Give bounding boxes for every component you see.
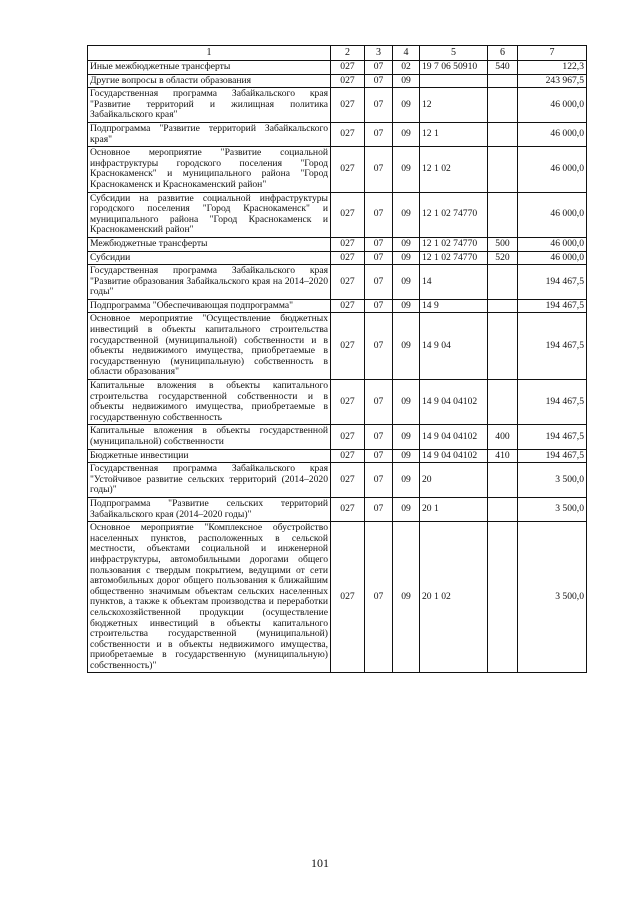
table-row [88, 74, 587, 88]
expense-type-cell: 500 [488, 237, 518, 251]
table-row [88, 299, 587, 313]
table-body [88, 61, 587, 673]
subsection-cell: 09 [393, 522, 420, 673]
amount-cell: 194 467,5 [518, 380, 587, 425]
row-name-cell: Основное мероприятие "Осуществление бюджетных инвестиций в объекты капитального строительства государственной (муниципальной) собственности и в объекты недвижимого имущества, приобретаемые в государственную (муниципальную) собственность в области образования" [88, 313, 331, 380]
amount-cell: 194 467,5 [518, 313, 587, 380]
amount-cell: 3 500,0 [518, 497, 587, 521]
subsection-cell: 09 [393, 74, 420, 88]
expense-type-cell [488, 497, 518, 521]
header-col-5: 5 [420, 46, 488, 61]
expense-type-cell [488, 313, 518, 380]
section-cell: 07 [365, 122, 393, 146]
table-row [88, 380, 587, 425]
subsection-cell: 02 [393, 61, 420, 75]
row-name-cell: Подпрограмма "Обеспечивающая подпрограмма" [88, 299, 331, 313]
budget-table [87, 45, 587, 673]
table-header-row [88, 46, 587, 61]
section-cell: 07 [365, 237, 393, 251]
target-article-cell: 20 [420, 463, 488, 498]
expense-type-cell [488, 265, 518, 300]
admin-code-cell: 027 [331, 522, 365, 673]
amount-cell: 46 000,0 [518, 122, 587, 146]
subsection-cell: 09 [393, 425, 420, 449]
section-cell: 07 [365, 74, 393, 88]
target-article-cell: 14 9 04 04102 [420, 425, 488, 449]
subsection-cell: 09 [393, 88, 420, 123]
row-name-cell: Государственная программа Забайкальского края "Развитие образования Забайкальского края на 2014–2020 годы" [88, 265, 331, 300]
subsection-cell: 09 [393, 380, 420, 425]
expense-type-cell: 520 [488, 251, 518, 265]
target-article-cell: 12 1 02 74770 [420, 192, 488, 237]
admin-code-cell: 027 [331, 463, 365, 498]
expense-type-cell: 410 [488, 449, 518, 463]
target-article-cell [420, 74, 488, 88]
target-article-cell: 14 [420, 265, 488, 300]
amount-cell: 243 967,5 [518, 74, 587, 88]
amount-cell: 46 000,0 [518, 147, 587, 192]
admin-code-cell: 027 [331, 147, 365, 192]
row-name-cell: Основное мероприятие "Развитие социальной инфраструктуры городского поселения "Город Краснокаменск" и муниципального района "Город Краснокаменск и Краснокаменский район" [88, 147, 331, 192]
section-cell: 07 [365, 497, 393, 521]
expense-type-cell [488, 380, 518, 425]
amount-cell: 194 467,5 [518, 425, 587, 449]
row-name-cell: Основное мероприятие "Комплексное обустройство населенных пунктов, расположенных в сельской местности, объектами социальной и инженерной инфраструктуры, автомобильными дорогами общего пользования с твердым покрытием, ведущими от сети автомобильных дорог общего пользования к ближайшим общественно значимым объектам сельских населенных пунктов, а также к объектам производства и переработки сельскохозяйственной продукции (осуществление бюджетных инвестиций в объекты капитального строительства государственной (муниципальной) собственности и в объекты недвижимого имущества, приобретаемые в государственную (муниципальную) собственность)" [88, 522, 331, 673]
table-row [88, 61, 587, 75]
row-name-cell: Бюджетные инвестиции [88, 449, 331, 463]
expense-type-cell [488, 192, 518, 237]
row-name-cell: Государственная программа Забайкальского края "Развитие территорий и жилищная политика Забайкальского края" [88, 88, 331, 123]
header-col-6: 6 [488, 46, 518, 61]
admin-code-cell: 027 [331, 61, 365, 75]
subsection-cell: 09 [393, 497, 420, 521]
row-name-cell: Межбюджетные трансферты [88, 237, 331, 251]
table-row [88, 251, 587, 265]
table-row [88, 88, 587, 123]
table-row [88, 122, 587, 146]
table-row [88, 449, 587, 463]
admin-code-cell: 027 [331, 122, 365, 146]
row-name-cell: Субсидии [88, 251, 331, 265]
target-article-cell: 20 1 02 [420, 522, 488, 673]
section-cell: 07 [365, 425, 393, 449]
expense-type-cell [488, 122, 518, 146]
section-cell: 07 [365, 449, 393, 463]
section-cell: 07 [365, 88, 393, 123]
row-name-cell: Иные межбюджетные трансферты [88, 61, 331, 75]
target-article-cell: 12 1 02 74770 [420, 251, 488, 265]
admin-code-cell: 027 [331, 265, 365, 300]
expense-type-cell [488, 522, 518, 673]
target-article-cell: 19 7 06 50910 [420, 61, 488, 75]
section-cell: 07 [365, 463, 393, 498]
expense-type-cell: 400 [488, 425, 518, 449]
admin-code-cell: 027 [331, 449, 365, 463]
header-col-7: 7 [518, 46, 587, 61]
amount-cell: 194 467,5 [518, 265, 587, 300]
table-row [88, 192, 587, 237]
row-name-cell: Капитальные вложения в объекты капитального строительства государственной собственности и в объекты недвижимого имущества, приобретаемые в государственную собственность [88, 380, 331, 425]
admin-code-cell: 027 [331, 251, 365, 265]
expense-type-cell: 540 [488, 61, 518, 75]
row-name-cell: Подпрограмма "Развитие территорий Забайкальского края" [88, 122, 331, 146]
subsection-cell: 09 [393, 299, 420, 313]
admin-code-cell: 027 [331, 74, 365, 88]
amount-cell: 194 467,5 [518, 449, 587, 463]
row-name-cell: Государственная программа Забайкальского края "Устойчивое развитие сельских территорий (2014–2020 годы)" [88, 463, 331, 498]
header-col-1: 1 [88, 46, 331, 61]
expense-type-cell [488, 88, 518, 123]
subsection-cell: 09 [393, 122, 420, 146]
target-article-cell: 14 9 04 04102 [420, 449, 488, 463]
admin-code-cell: 027 [331, 192, 365, 237]
target-article-cell: 12 [420, 88, 488, 123]
table-row [88, 313, 587, 380]
budget-table-sheet [87, 45, 586, 673]
admin-code-cell: 027 [331, 299, 365, 313]
section-cell: 07 [365, 299, 393, 313]
admin-code-cell: 027 [331, 380, 365, 425]
table-row [88, 265, 587, 300]
amount-cell: 46 000,0 [518, 88, 587, 123]
header-col-2: 2 [331, 46, 365, 61]
header-col-3: 3 [365, 46, 393, 61]
section-cell: 07 [365, 522, 393, 673]
row-name-cell: Субсидии на развитие социальной инфраструктуры городского поселения "Город Краснокаменск" и муниципального района "Город Краснокаменск и Краснокаменский район" [88, 192, 331, 237]
subsection-cell: 09 [393, 313, 420, 380]
section-cell: 07 [365, 313, 393, 380]
section-cell: 07 [365, 265, 393, 300]
page-number: 101 [311, 856, 329, 870]
subsection-cell: 09 [393, 147, 420, 192]
target-article-cell: 20 1 [420, 497, 488, 521]
amount-cell: 46 000,0 [518, 251, 587, 265]
admin-code-cell: 027 [331, 313, 365, 380]
amount-cell: 194 467,5 [518, 299, 587, 313]
section-cell: 07 [365, 147, 393, 192]
expense-type-cell [488, 147, 518, 192]
expense-type-cell [488, 74, 518, 88]
header-col-4: 4 [393, 46, 420, 61]
table-row [88, 147, 587, 192]
admin-code-cell: 027 [331, 237, 365, 251]
amount-cell: 122,3 [518, 61, 587, 75]
target-article-cell: 14 9 04 04102 [420, 380, 488, 425]
target-article-cell: 14 9 [420, 299, 488, 313]
subsection-cell: 09 [393, 265, 420, 300]
section-cell: 07 [365, 380, 393, 425]
subsection-cell: 09 [393, 192, 420, 237]
row-name-cell: Капитальные вложения в объекты государственной (муниципальной) собственности [88, 425, 331, 449]
subsection-cell: 09 [393, 463, 420, 498]
amount-cell: 46 000,0 [518, 237, 587, 251]
target-article-cell: 12 1 02 74770 [420, 237, 488, 251]
table-row [88, 522, 587, 673]
section-cell: 07 [365, 61, 393, 75]
row-name-cell: Другие вопросы в области образования [88, 74, 331, 88]
table-row [88, 497, 587, 521]
amount-cell: 3 500,0 [518, 463, 587, 498]
target-article-cell: 14 9 04 [420, 313, 488, 380]
table-row [88, 463, 587, 498]
target-article-cell: 12 1 02 [420, 147, 488, 192]
subsection-cell: 09 [393, 251, 420, 265]
row-name-cell: Подпрограмма "Развитие сельских территорий Забайкальского края (2014–2020 годы)" [88, 497, 331, 521]
section-cell: 07 [365, 192, 393, 237]
section-cell: 07 [365, 251, 393, 265]
amount-cell: 46 000,0 [518, 192, 587, 237]
amount-cell: 3 500,0 [518, 522, 587, 673]
expense-type-cell [488, 299, 518, 313]
admin-code-cell: 027 [331, 425, 365, 449]
expense-type-cell [488, 463, 518, 498]
subsection-cell: 09 [393, 449, 420, 463]
table-row [88, 237, 587, 251]
table-row [88, 425, 587, 449]
admin-code-cell: 027 [331, 497, 365, 521]
admin-code-cell: 027 [331, 88, 365, 123]
subsection-cell: 09 [393, 237, 420, 251]
target-article-cell: 12 1 [420, 122, 488, 146]
